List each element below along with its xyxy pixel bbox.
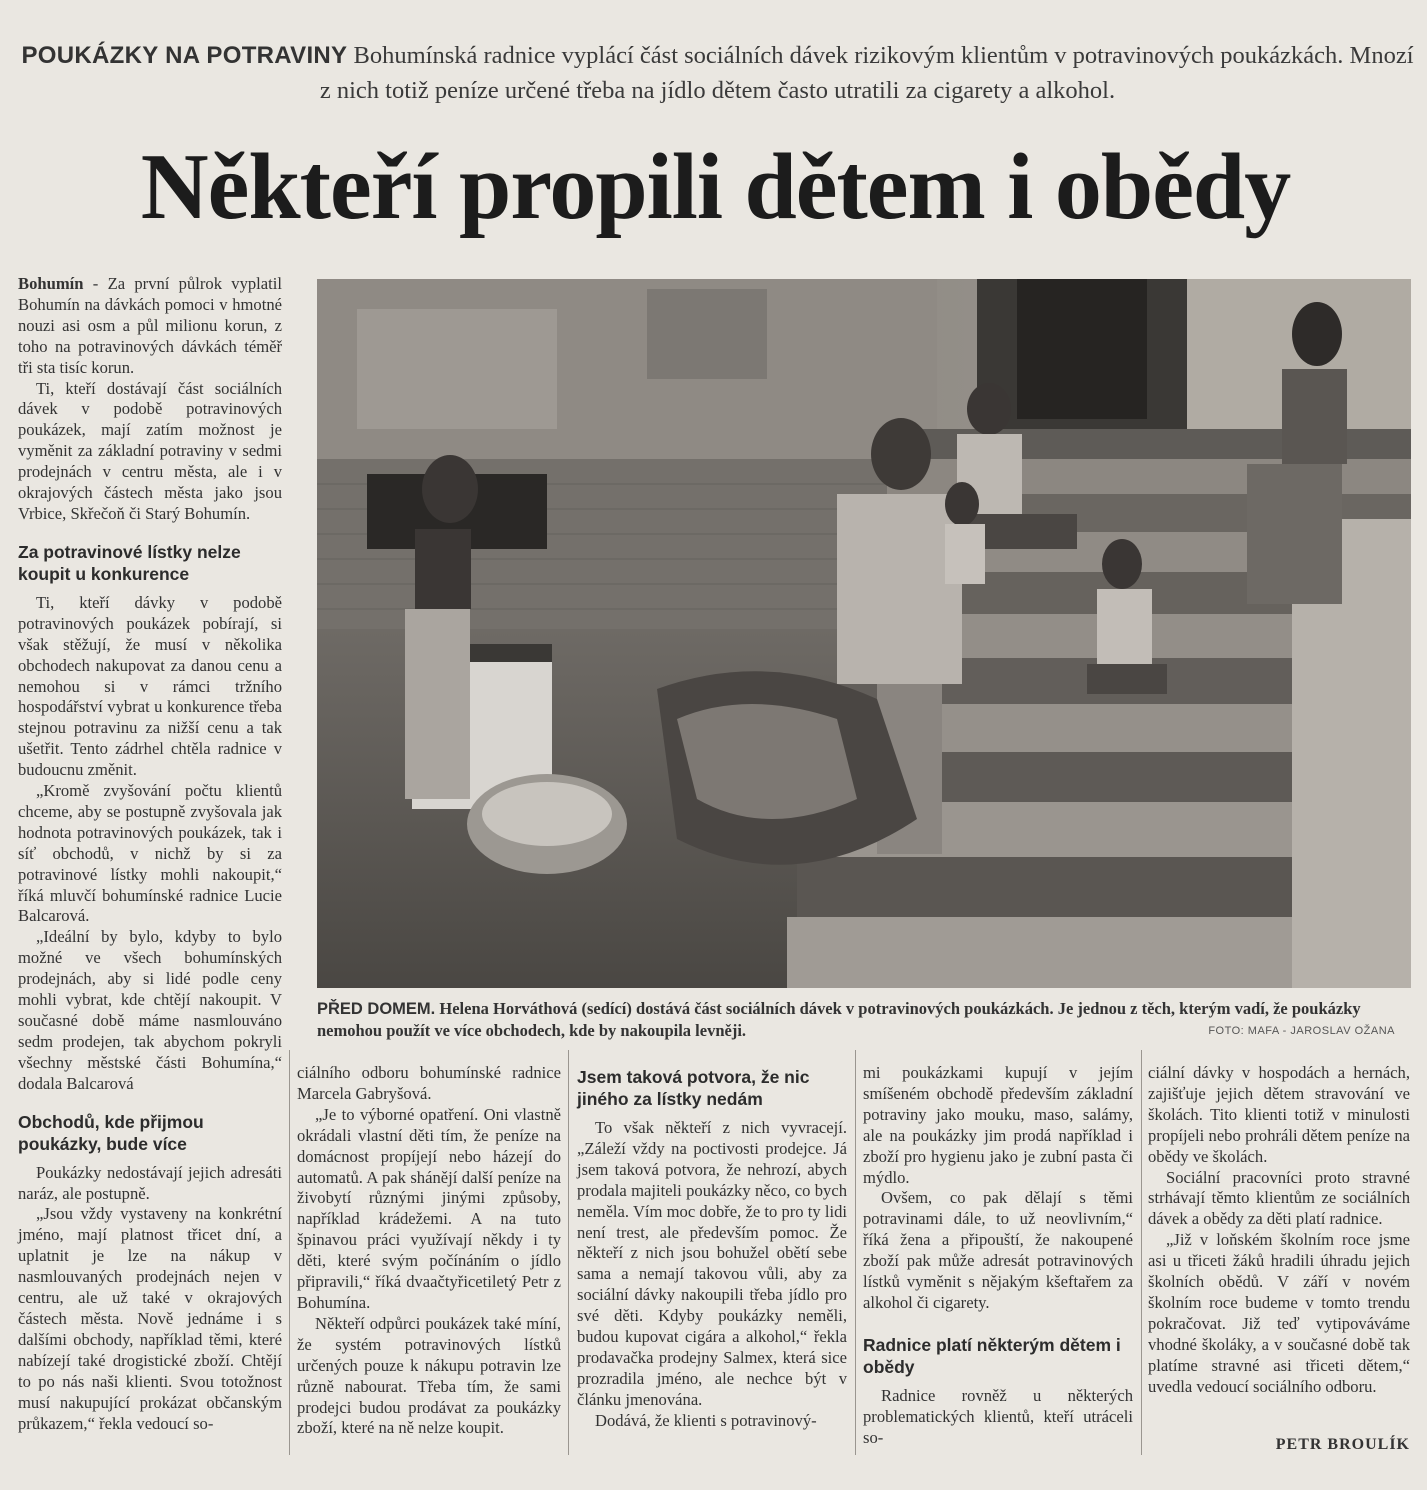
paragraph-text: - Za první půlrok vyplatil Bohumín na dávkách pomoci v hmotné nouzi asi osm a půl milionu korun, z toho na potravinových dávkách téměř tři sta tisíc korun. [18, 274, 282, 377]
column-1 [18, 274, 282, 1434]
caption-text: Helena Horváthová (sedící) dostává část sociálních dávek v potravinových poukázkách. Je jednou z těch, kterým vadí, že poukázky nemohou použít ve více obchodech, kde by nakoupila levněji. [317, 999, 1361, 1040]
subheading: Za potravinové lístky nelze koupit u konkurence [18, 541, 241, 584]
paragraph: mi poukázkami kupují v jejím smíšeném obchodě především základní potraviny jako mouku, maso, salámy, ale na poukázky jim prodá například i zboží pro hygienu jako je zubní pasta či mýdlo. [863, 1063, 1133, 1187]
paragraph: „Ideální by bylo, kdyby to bylo možné ve všech bohumínských prodejnách, aby si lidé podle ceny mohli vybrat, kde chtějí nakoupit. V současné době máme nasmlouváno sedm prodejen, tak abychom pokryli všechny městské části Bohumína,“ dodala Balcarová [18, 927, 282, 1093]
paragraph: „Je to výborné opatření. Oni vlastně okrádali vlastní děti tím, že peníze na domácnost propíjejí nebo házejí do automatů. A pak shánějí další peníze na živobytí různými jinými způsoby, například krádežemi. A na tuto špinavou práci využívají někdy i ty děti, které svým počínáním o jídlo připravili,“ říká dvaačtyřicetiletý Petr z Bohumína. [297, 1104, 561, 1312]
paragraph: Někteří odpůrci poukázek také míní, že systém potravinových lístků určených pouze k nákupu potravin lze různě nabourat. Třeba tím, že sami prodejci budou prodávat za poukázky zboží, které na ně nelze koupit. [297, 1313, 561, 1438]
paragraph: „Již v loňském školním roce jsme asi u třiceti žáků hradili úhradu jejich školních obědů. V září v novém školním roce budeme v tomto trendu pokračovat. Již teď vytipováváme vhodné školáky, a v současné době tak platíme stravné asi třiceti dětem,“ uvedla vedoucí sociálního odboru. [1148, 1230, 1410, 1396]
paragraph: Ti, kteří dávky v podobě potravinových poukázek pobírají, si však stěžují, že musí v několika obchodech nakupovat za danou cenu a nemohou si v rámci tržního hospodářství vybrat u konkurence třeba stejnou potravinu za nižší cenu a tak ušetřit. Tento zádrhel chtěla radnice v budoucnu změnit. [18, 592, 282, 780]
caption-kicker: PŘED DOMEM. [317, 1000, 436, 1018]
lead-line [20, 38, 1415, 108]
column-3 [577, 1052, 847, 1432]
column-divider [289, 1050, 290, 1455]
headline: Někteří propili dětem i obědy [140, 135, 1291, 239]
paragraph: Radnice rovněž u některých problematických klientů, kteří utráceli so- [863, 1385, 1133, 1447]
column-2 [297, 1063, 561, 1439]
paragraph: „Jsou vždy vystaveny na konkrétní jméno, mají platnost třicet dní, a uplatnit je lze na nákup v nasmlouvaných prodejnách nejen v centru, ale už také v okrajových částech města. Nově jednáme i s dalšími obchody, například těmi, které nabízejí také drogistické zboží. Chtějí to po nás naši klienti. Svou totožnost musí nakupující prokázat občanským průkazem,“ řekla vedoucí so- [18, 1204, 282, 1433]
column-4 [863, 1063, 1133, 1449]
paragraph: Poukázky nedostávají jejich adresáti naráz, ale postupně. [18, 1162, 282, 1203]
paragraph: Ovšem, co pak dělají s těmi potravinami dále, to už neovlivním,“ říká žena a připouští, že nakoupené zboží pak může adresát potravinových lístků vyměnit s nějakým kšeftařem za alkohol či cigarety. [863, 1188, 1133, 1312]
paragraph: Sociální pracovníci proto stravné strhávají těmto klientům ze sociálních dávek a obědy za děti platí radnice. [1148, 1167, 1410, 1229]
subheading: Radnice platí některým dětem i obědy [863, 1334, 1121, 1377]
kicker: POUKÁZKY NA POTRAVINY [21, 42, 348, 69]
column-divider [1141, 1050, 1142, 1455]
paragraph: To však někteří z nich vyvracejí. „Záleží vždy na poctivosti prodejce. Já jsem taková potvora, že nehrozí, abych prodala majiteli poukázky něco, co bych neměla. Vím moc dobře, že to pro ty lidi není trest, ale především pomoc. Že někteří z nich jsou bohužel obětí sebe sama a nemají takovou vůli, aby za sociální dávky nakoupili třeba jídlo pro své děti. Kdyby poukázky neměli, budou kupovat cigára a alkohol,“ řekla prodavačka prodejny Salmex, která sice prozradila jméno, ale nechce být v článku jmenována. [577, 1118, 847, 1409]
column-divider [568, 1050, 569, 1455]
paragraph: „Kromě zvyšování počtu klientů chceme, aby se postupně zvyšovala jak hodnota potravinových poukázek, tak i síť obchodů, v nichž by si za potravinové lístky mohli nakoupit,“ říká mluvčí bohumínské radnice Lucie Balcarová. [18, 781, 282, 926]
dateline: Bohumín [18, 274, 84, 293]
paragraph: Dodává, že klienti s potravinový- [595, 1410, 817, 1430]
column-5 [1148, 1063, 1410, 1398]
lead-text: Bohumínská radnice vyplácí část sociálních dávek rizikovým klientům v potravinových poukázkách. Mnozí z nich totiž peníze určené třeba na jídlo dětem často utratili za cigarety a alkohol. [319, 42, 1414, 104]
column-divider [855, 1050, 856, 1455]
paragraph: ciálního odboru bohumínské radnice Marcela Gabryšová. [297, 1063, 561, 1103]
paragraph: Ti, kteří dostávají část sociálních dávek v podobě potravinových poukázek, mají zatím možnost je vyměnit za základní potraviny v sedmi prodejnách v centru města, ale i v okrajových částech města jako jsou Vrbice, Skřečoň či Starý Bohumín. [18, 378, 282, 523]
subheading: Jsem taková potvora, že nic jiného za lístky nedám [577, 1067, 810, 1109]
news-photo [317, 279, 1411, 988]
byline: PETR BROULÍK [1275, 1436, 1410, 1453]
paragraph [18, 274, 282, 379]
photo-credit: FOTO: MAFA - JAROSLAV OŽANA [1208, 1025, 1395, 1037]
subheading: Obchodů, kde přijmou poukázky, bude více [18, 1111, 204, 1154]
paragraph: ciální dávky v hospodách a hernách, zajišťuje jejich dětem stravování ve školách. Tito klienti totiž v minulosti propíjeli nebo prohráli dětem peníze na obědy ve školách. [1148, 1063, 1410, 1166]
